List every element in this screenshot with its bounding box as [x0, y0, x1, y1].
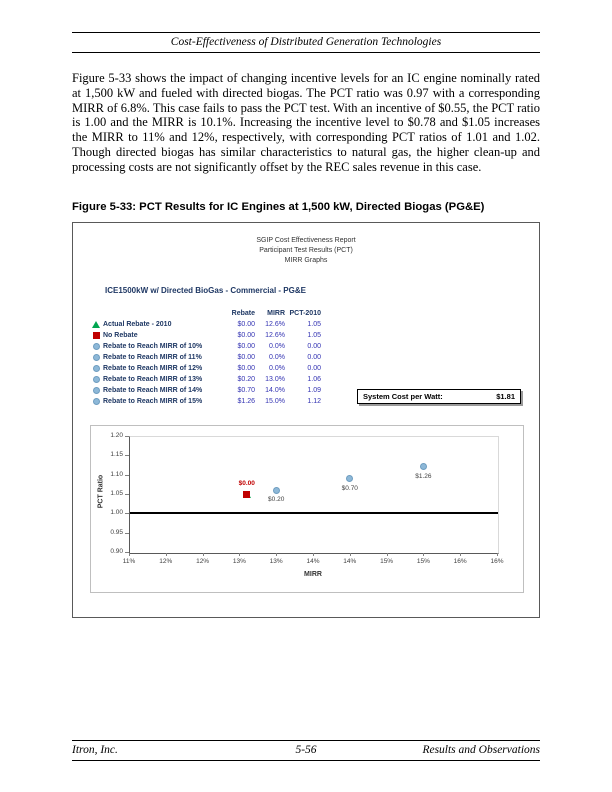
mirr-value: 0.0% — [269, 365, 285, 372]
x-tick-mark — [313, 553, 314, 556]
reference-line — [130, 512, 498, 514]
rebate-value: $0.00 — [237, 354, 255, 361]
system-cost-value: $1.81 — [496, 392, 515, 401]
plot-area — [129, 436, 499, 554]
x-tick-mark — [166, 553, 167, 556]
mirr-value: 14.0% — [265, 387, 285, 394]
x-tick-label: 15% — [380, 558, 394, 565]
mirr-value: 0.0% — [269, 354, 285, 361]
chart-frame — [90, 425, 524, 593]
x-tick-label: 11% — [122, 558, 136, 565]
x-tick-mark — [203, 553, 204, 556]
footer-page-number: 5-56 — [295, 744, 317, 756]
data-point-square-icon — [243, 491, 250, 498]
legend-table — [89, 307, 321, 407]
mirr-value: 0.0% — [269, 343, 285, 350]
y-tick-label: 1.20 — [110, 432, 123, 439]
mirr-value: 13.0% — [265, 376, 285, 383]
system-cost-box — [357, 389, 521, 404]
rebate-value: $0.20 — [237, 376, 255, 383]
y-tick-label: 0.95 — [110, 528, 123, 536]
rebate-value: $0.70 — [237, 387, 255, 394]
legend-row — [89, 374, 321, 385]
report-title-line: Participant Test Results (PCT) — [259, 247, 353, 254]
col-header-mirr: MIRR — [267, 309, 285, 317]
pct-value: 0.00 — [307, 365, 321, 372]
legend-row — [89, 352, 321, 363]
report-title-line: SGIP Cost Effectiveness Report — [256, 237, 356, 244]
pct-value: 0.00 — [307, 343, 321, 350]
rebate-value: $0.00 — [237, 365, 255, 372]
x-tick-label: 15% — [416, 558, 430, 565]
legend-label: Rebate to Reach MIRR of 15% — [103, 398, 203, 405]
green-triangle-marker-icon — [92, 321, 100, 328]
x-tick-label: 14% — [306, 558, 320, 565]
y-tick-label: 0.90 — [110, 548, 123, 555]
x-tick-label: 16% — [453, 558, 467, 565]
y-tick-mark — [125, 513, 129, 514]
pct-value: 1.05 — [307, 321, 321, 328]
report-title-block — [73, 236, 539, 266]
y-tick-mark — [125, 552, 129, 553]
chart-subtitle: ICE1500kW w/ Directed BioGas - Commercial - PG&E — [105, 286, 306, 295]
blue-circle-marker-icon — [93, 365, 100, 372]
mirr-value: 12.6% — [265, 332, 285, 339]
pct-value: 0.00 — [307, 354, 321, 361]
data-point-circle-icon — [273, 487, 280, 494]
y-tick-label: 1.15 — [110, 451, 123, 459]
blue-circle-marker-icon — [93, 343, 100, 350]
y-tick-mark — [125, 533, 129, 534]
legend-row — [89, 363, 321, 374]
legend-label: Rebate to Reach MIRR of 13% — [103, 376, 203, 383]
rebate-value: $0.00 — [237, 321, 255, 328]
rebate-value: $0.00 — [237, 332, 255, 339]
blue-circle-marker-icon — [93, 398, 100, 405]
pct-value: 1.06 — [307, 376, 321, 383]
legend-label: Rebate to Reach MIRR of 12% — [103, 365, 203, 372]
legend-row — [89, 385, 321, 396]
y-tick-mark — [125, 455, 129, 456]
legend-row — [89, 319, 321, 330]
blue-circle-marker-icon — [93, 354, 100, 361]
pct-value: 1.12 — [307, 398, 321, 405]
legend-label: Rebate to Reach MIRR of 11% — [103, 354, 202, 361]
col-header-rebate: Rebate — [231, 309, 255, 317]
red-square-marker-icon — [93, 332, 100, 339]
legend-row — [89, 341, 321, 352]
x-tick-label: 12% — [196, 558, 210, 565]
legend-label: No Rebate — [103, 332, 138, 339]
system-cost-label: System Cost per Watt: — [363, 392, 443, 401]
blue-circle-marker-icon — [93, 387, 100, 394]
rebate-value: $0.00 — [237, 343, 255, 350]
x-tick-label: 13% — [269, 558, 283, 565]
rebate-value: $1.26 — [237, 398, 255, 405]
y-tick-label: 1.10 — [110, 470, 123, 478]
blue-circle-marker-icon — [93, 376, 100, 383]
point-label: $0.70 — [341, 484, 358, 492]
y-axis-title: PCT Ratio — [97, 474, 105, 509]
legend-row — [89, 396, 321, 407]
x-tick-label: 12% — [159, 558, 173, 565]
point-label: $1.26 — [415, 472, 432, 480]
x-tick-mark — [350, 553, 351, 556]
y-tick-mark — [125, 494, 129, 495]
running-header — [72, 32, 540, 53]
running-footer — [72, 740, 540, 761]
col-header-pct: PCT-2010 — [289, 309, 321, 317]
legend-table-header — [89, 307, 321, 319]
running-header-title: Cost-Effectiveness of Distributed Generation Technologies — [170, 36, 442, 48]
legend-label: Rebate to Reach MIRR of 14% — [103, 387, 203, 394]
point-label: $0.00 — [238, 480, 255, 487]
x-tick-mark — [387, 553, 388, 556]
point-label: $0.20 — [268, 496, 285, 504]
mirr-value: 15.0% — [265, 398, 285, 405]
pct-value: 1.05 — [307, 332, 321, 339]
legend-label: Actual Rebate - 2010 — [103, 321, 172, 328]
x-tick-mark — [239, 553, 240, 556]
figure-caption: Figure 5-33: PCT Results for IC Engines at 1,500 kW, Directed Biogas (PG&E) — [72, 201, 485, 213]
x-tick-mark — [276, 553, 277, 556]
x-tick-mark — [423, 553, 424, 556]
y-tick-label: 1.05 — [110, 490, 123, 497]
footer-right: Results and Observations — [422, 744, 540, 756]
legend-label: Rebate to Reach MIRR of 10% — [103, 343, 203, 350]
x-axis-title: MIRR — [304, 571, 322, 578]
pct-value: 1.09 — [307, 387, 321, 394]
body-paragraph: Figure 5-33 shows the impact of changing incentive levels for an IC engine nominally rated at 1,500 kW and fueled with directed biogas. The PCT ratio was 0.97 with a corresponding MIRR of 6.8%. This case fails to pass the PCT test. With an incentive of $0.55, the PCT ratio is 1.00 and the MIRR is 10.1%. Increasing the incentive level to $0.78 and $1.05 increases the MIRR to 11% and 12%, respectively, with corresponding PCT ratios of 1.01 and 1.02. Though directed biogas has similar characteristics to natural gas, the higher clean-up and processing costs are not significantly offset by the REC sales revenue in this case. — [72, 71, 540, 174]
x-tick-label: 14% — [343, 558, 357, 565]
figure-5-33 — [72, 222, 540, 618]
y-tick-mark — [125, 436, 129, 437]
x-tick-label: 16% — [490, 558, 504, 565]
x-tick-mark — [460, 553, 461, 556]
y-tick-label: 1.00 — [110, 509, 123, 517]
x-tick-label: 13% — [232, 558, 246, 565]
mirr-value: 12.6% — [265, 321, 285, 328]
x-tick-mark — [129, 553, 130, 556]
legend-row — [89, 330, 321, 341]
footer-left: Itron, Inc. — [72, 744, 118, 756]
x-tick-mark — [497, 553, 498, 556]
report-title-line: MIRR Graphs — [284, 257, 328, 264]
y-tick-mark — [125, 475, 129, 476]
